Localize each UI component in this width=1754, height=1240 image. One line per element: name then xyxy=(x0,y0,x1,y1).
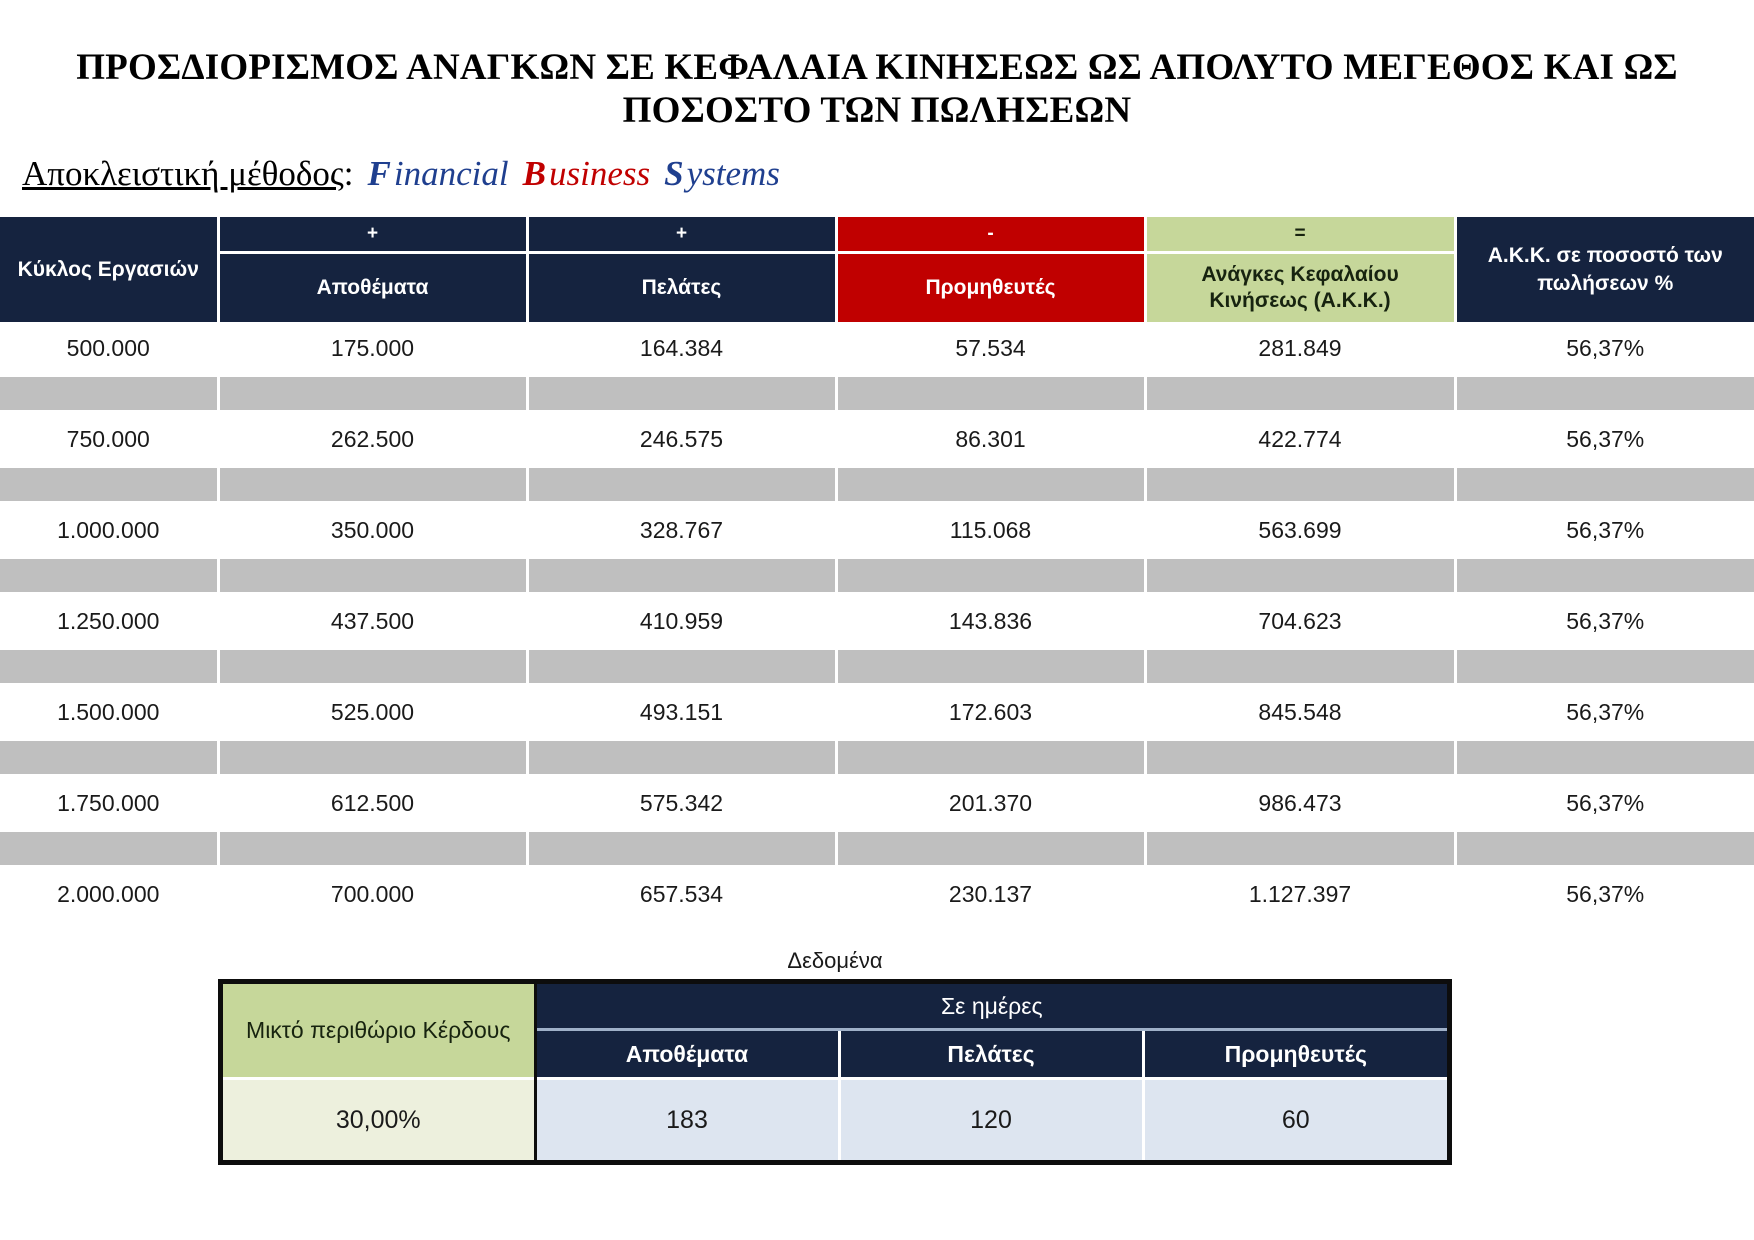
table-header xyxy=(0,217,1754,322)
cell-suppliers: 172.603 xyxy=(836,685,1145,740)
column-header-turnover: Κύκλος Εργασιών xyxy=(0,217,218,322)
spacer-cell xyxy=(1145,831,1455,867)
cell-turnover: 1.000.000 xyxy=(0,503,218,558)
cell-working-capital: 422.774 xyxy=(1145,412,1455,467)
cell-working-capital: 845.548 xyxy=(1145,685,1455,740)
table-header-sign-row xyxy=(0,217,1754,253)
table-row xyxy=(0,412,1754,467)
cell-customers: 657.534 xyxy=(527,867,836,921)
column-header-suppliers: Προμηθευτές xyxy=(836,253,1145,323)
cell-suppliers: 230.137 xyxy=(836,867,1145,921)
cell-inventory: 175.000 xyxy=(218,322,527,376)
spacer-cell xyxy=(527,376,836,412)
spacer-cell xyxy=(218,740,527,776)
column-header-customers: Πελάτες xyxy=(527,253,836,323)
spacer-cell xyxy=(1145,558,1455,594)
cell-suppliers: 86.301 xyxy=(836,412,1145,467)
assumptions-value-row xyxy=(223,1079,1447,1161)
cell-suppliers: 143.836 xyxy=(836,594,1145,649)
cell-suppliers: 201.370 xyxy=(836,776,1145,831)
spacer-cell xyxy=(1455,740,1754,776)
spacer-cell xyxy=(1455,467,1754,503)
spacer-cell xyxy=(0,376,218,412)
column-header-inventory: Αποθέματα xyxy=(218,253,527,323)
spacer-cell xyxy=(0,740,218,776)
table-row xyxy=(0,776,1754,831)
spacer-cell xyxy=(218,376,527,412)
brand-rest-financial: inancial xyxy=(393,153,509,193)
cell-turnover: 500.000 xyxy=(0,322,218,376)
spacer-cell xyxy=(0,467,218,503)
spacer-cell xyxy=(836,467,1145,503)
column-header-days-suppliers: Προμηθευτές xyxy=(1143,1030,1447,1079)
cell-customers: 164.384 xyxy=(527,322,836,376)
cell-inventory: 700.000 xyxy=(218,867,527,921)
table-body xyxy=(0,322,1754,920)
value-days-customers: 120 xyxy=(839,1079,1143,1161)
cell-working-capital: 704.623 xyxy=(1145,594,1455,649)
spacer-cell xyxy=(527,831,836,867)
assumptions-table xyxy=(223,984,1447,1160)
table-spacer-row xyxy=(0,831,1754,867)
spacer-cell xyxy=(218,649,527,685)
spacer-cell xyxy=(527,649,836,685)
subtitle xyxy=(22,155,1746,194)
table-row xyxy=(0,867,1754,921)
cell-turnover: 1.250.000 xyxy=(0,594,218,649)
spacer-cell xyxy=(218,831,527,867)
table-row xyxy=(0,594,1754,649)
table-spacer-row xyxy=(0,740,1754,776)
spacer-cell xyxy=(527,558,836,594)
table-row xyxy=(0,685,1754,740)
spacer-cell xyxy=(218,467,527,503)
cell-working-capital: 281.849 xyxy=(1145,322,1455,376)
assumptions-table-body xyxy=(223,1079,1447,1161)
spacer-cell xyxy=(1455,831,1754,867)
value-days-inventory: 183 xyxy=(535,1079,839,1161)
brand-rest-business: usiness xyxy=(548,153,651,193)
spacer-cell xyxy=(836,376,1145,412)
cell-inventory: 437.500 xyxy=(218,594,527,649)
brand-word-business xyxy=(523,154,650,193)
spacer-cell xyxy=(1455,558,1754,594)
sign-suppliers: - xyxy=(836,217,1145,253)
column-header-percent-of-sales: Α.Κ.Κ. σε ποσοστό των πωλήσεων % xyxy=(1455,217,1754,322)
table-spacer-row xyxy=(0,376,1754,412)
brand-initial-f: F xyxy=(367,153,391,193)
table-row xyxy=(0,322,1754,376)
spacer-cell xyxy=(836,558,1145,594)
spacer-cell xyxy=(1455,649,1754,685)
cell-working-capital: 563.699 xyxy=(1145,503,1455,558)
table-row xyxy=(0,503,1754,558)
spacer-cell xyxy=(836,831,1145,867)
spacer-cell xyxy=(1455,376,1754,412)
page-title xyxy=(8,46,1746,133)
cell-inventory: 350.000 xyxy=(218,503,527,558)
spacer-cell xyxy=(836,649,1145,685)
cell-turnover: 1.500.000 xyxy=(0,685,218,740)
spacer-cell xyxy=(527,467,836,503)
spacer-cell xyxy=(836,740,1145,776)
brand-initial-s: S xyxy=(664,153,684,193)
table-spacer-row xyxy=(0,558,1754,594)
sign-inventory: + xyxy=(218,217,527,253)
spacer-cell xyxy=(1145,467,1455,503)
table-spacer-row xyxy=(0,467,1754,503)
column-header-days-customers: Πελάτες xyxy=(839,1030,1143,1079)
page-title-line1: ΠΡΟΣΔΙΟΡΙΣΜΟΣ ΑΝΑΓΚΩΝ ΣΕ ΚΕΦΑΛΑΙΑ ΚΙΝΗΣΕΩΣ ΩΣ ΑΠΟΛΥΤΟ ΜΕΓΕΘΟΣ ΚΑΙ ΩΣ xyxy=(76,47,1678,88)
cell-suppliers: 115.068 xyxy=(836,503,1145,558)
cell-percent: 56,37% xyxy=(1455,503,1754,558)
assumptions-caption: Δεδομένα xyxy=(787,948,883,974)
cell-suppliers: 57.534 xyxy=(836,322,1145,376)
cell-working-capital: 986.473 xyxy=(1145,776,1455,831)
column-header-days-inventory: Αποθέματα xyxy=(535,1030,839,1079)
subtitle-colon: : xyxy=(343,153,354,193)
value-days-suppliers: 60 xyxy=(1143,1079,1447,1161)
spacer-cell xyxy=(0,558,218,594)
brand-word-systems xyxy=(664,154,780,193)
column-header-gross-margin: Μικτό περιθώριο Κέρδους xyxy=(223,984,535,1079)
working-capital-table xyxy=(0,217,1754,920)
assumptions-table-wrapper xyxy=(218,979,1452,1165)
brand-initial-b: B xyxy=(522,153,546,193)
table-spacer-row xyxy=(0,649,1754,685)
cell-inventory: 612.500 xyxy=(218,776,527,831)
cell-turnover: 750.000 xyxy=(0,412,218,467)
cell-inventory: 262.500 xyxy=(218,412,527,467)
spacer-cell xyxy=(218,558,527,594)
brand-rest-systems: ystems xyxy=(686,153,780,193)
assumptions-area xyxy=(0,948,1754,1165)
cell-customers: 575.342 xyxy=(527,776,836,831)
cell-percent: 56,37% xyxy=(1455,776,1754,831)
spacer-cell xyxy=(1145,649,1455,685)
page-title-line2: ΠΟΣΟΣΤΟ ΤΩΝ ΠΩΛΗΣΕΩΝ xyxy=(622,90,1132,132)
cell-percent: 56,37% xyxy=(1455,322,1754,376)
cell-percent: 56,37% xyxy=(1455,412,1754,467)
spacer-cell xyxy=(1145,740,1455,776)
brand-word-financial xyxy=(368,154,509,193)
spacer-cell xyxy=(1145,376,1455,412)
cell-customers: 328.767 xyxy=(527,503,836,558)
cell-percent: 56,37% xyxy=(1455,685,1754,740)
cell-turnover: 2.000.000 xyxy=(0,867,218,921)
assumptions-header-top-row xyxy=(223,984,1447,1030)
spacer-cell xyxy=(0,831,218,867)
cell-turnover: 1.750.000 xyxy=(0,776,218,831)
cell-customers: 246.575 xyxy=(527,412,836,467)
cell-customers: 410.959 xyxy=(527,594,836,649)
assumptions-table-header xyxy=(223,984,1447,1079)
spacer-cell xyxy=(0,649,218,685)
column-header-in-days: Σε ημέρες xyxy=(535,984,1447,1030)
cell-working-capital: 1.127.397 xyxy=(1145,867,1455,921)
cell-customers: 493.151 xyxy=(527,685,836,740)
working-capital-table-wrapper xyxy=(0,217,1754,920)
spacer-cell xyxy=(527,740,836,776)
column-header-working-capital-needs: Ανάγκες Κεφαλαίου Κινήσεως (Α.Κ.Κ.) xyxy=(1145,253,1455,323)
sign-working-capital: = xyxy=(1145,217,1455,253)
sign-customers: + xyxy=(527,217,836,253)
value-gross-margin: 30,00% xyxy=(223,1079,535,1161)
cell-inventory: 525.000 xyxy=(218,685,527,740)
subtitle-method-label: Αποκλειστική μέθοδος xyxy=(22,153,344,193)
cell-percent: 56,37% xyxy=(1455,867,1754,921)
cell-percent: 56,37% xyxy=(1455,594,1754,649)
title-block xyxy=(0,0,1754,193)
